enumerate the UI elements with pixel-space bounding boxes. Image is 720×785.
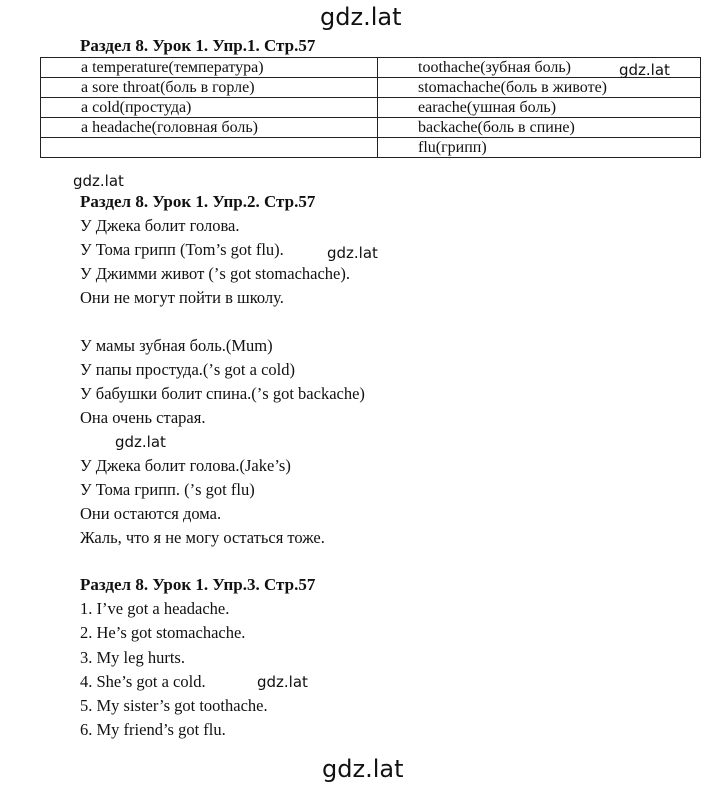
table-cell: a cold(простуда) — [41, 98, 378, 118]
table-row — [41, 98, 701, 118]
table-cell: a headache(головная боль) — [41, 118, 378, 138]
exercise-3-line: 2. He’s got stomachache. — [80, 623, 246, 642]
watermark-ex2-lower: gdz.lat — [115, 433, 166, 451]
table-row — [41, 118, 701, 138]
table-cell: stomachache(боль в животе) — [378, 78, 701, 98]
exercise-2-line: У бабушки болит спина.(’s got backache) — [80, 384, 365, 403]
exercise-2-line: Они остаются дома. — [80, 504, 222, 523]
table-row — [41, 58, 701, 78]
vocabulary-table — [40, 57, 701, 158]
table-cell: backache(боль в спине) — [378, 118, 701, 138]
exercise-2-line: У мамы зубная боль.(Mum) — [80, 336, 273, 355]
table-cell: toothache(зубная боль) — [378, 58, 701, 78]
exercise-3-line: 5. My sister’s got toothache. — [80, 696, 268, 715]
exercise-3-heading: Раздел 8. Урок 1. Упр.3. Стр.57 — [80, 575, 316, 594]
exercise-2-line: У Тома грипп. (’s got flu) — [80, 480, 255, 499]
exercise-2-line: У Джимми живот (’s got stomachache). — [80, 264, 350, 283]
watermark-top: gdz.lat — [320, 3, 402, 31]
exercise-2-heading: Раздел 8. Урок 1. Упр.2. Стр.57 — [80, 192, 316, 211]
exercise-3-line: 4. She’s got a cold. — [80, 672, 206, 691]
table-cell: a sore throat(боль в горле) — [41, 78, 378, 98]
watermark-bottom: gdz.lat — [322, 755, 404, 783]
exercise-3-line: 6. My friend’s got flu. — [80, 720, 226, 739]
exercise-2-line: Жаль, что я не могу остаться тоже. — [80, 528, 325, 547]
exercise-2-line: У Тома грипп (Tom’s got flu). — [80, 240, 284, 259]
exercise-2-line: У папы простуда.(’s got a cold) — [80, 360, 295, 379]
table-row — [41, 138, 701, 158]
table-cell: flu(грипп) — [378, 138, 701, 158]
table-cell: a temperature(температура) — [41, 58, 378, 78]
watermark-ex2-mid: gdz.lat — [327, 244, 378, 262]
exercise-2-line: Она очень старая. — [80, 408, 206, 427]
watermark-after-table: gdz.lat — [73, 172, 124, 190]
watermark-ex3-mid: gdz.lat — [257, 673, 308, 691]
exercise-2-line: У Джека болит голова.(Jake’s) — [80, 456, 291, 475]
table-row — [41, 78, 701, 98]
exercise-3-line: 1. I’ve got a headache. — [80, 599, 230, 618]
table-cell: earache(ушная боль) — [378, 98, 701, 118]
exercise-3-line: 3. My leg hurts. — [80, 648, 185, 667]
table-cell — [41, 138, 378, 158]
exercise-2-line: Они не могут пойти в школу. — [80, 288, 284, 307]
exercise-1-heading: Раздел 8. Урок 1. Упр.1. Стр.57 — [80, 36, 316, 55]
watermark-table: gdz.lat — [619, 61, 670, 79]
exercise-2-line: У Джека болит голова. — [80, 216, 240, 235]
